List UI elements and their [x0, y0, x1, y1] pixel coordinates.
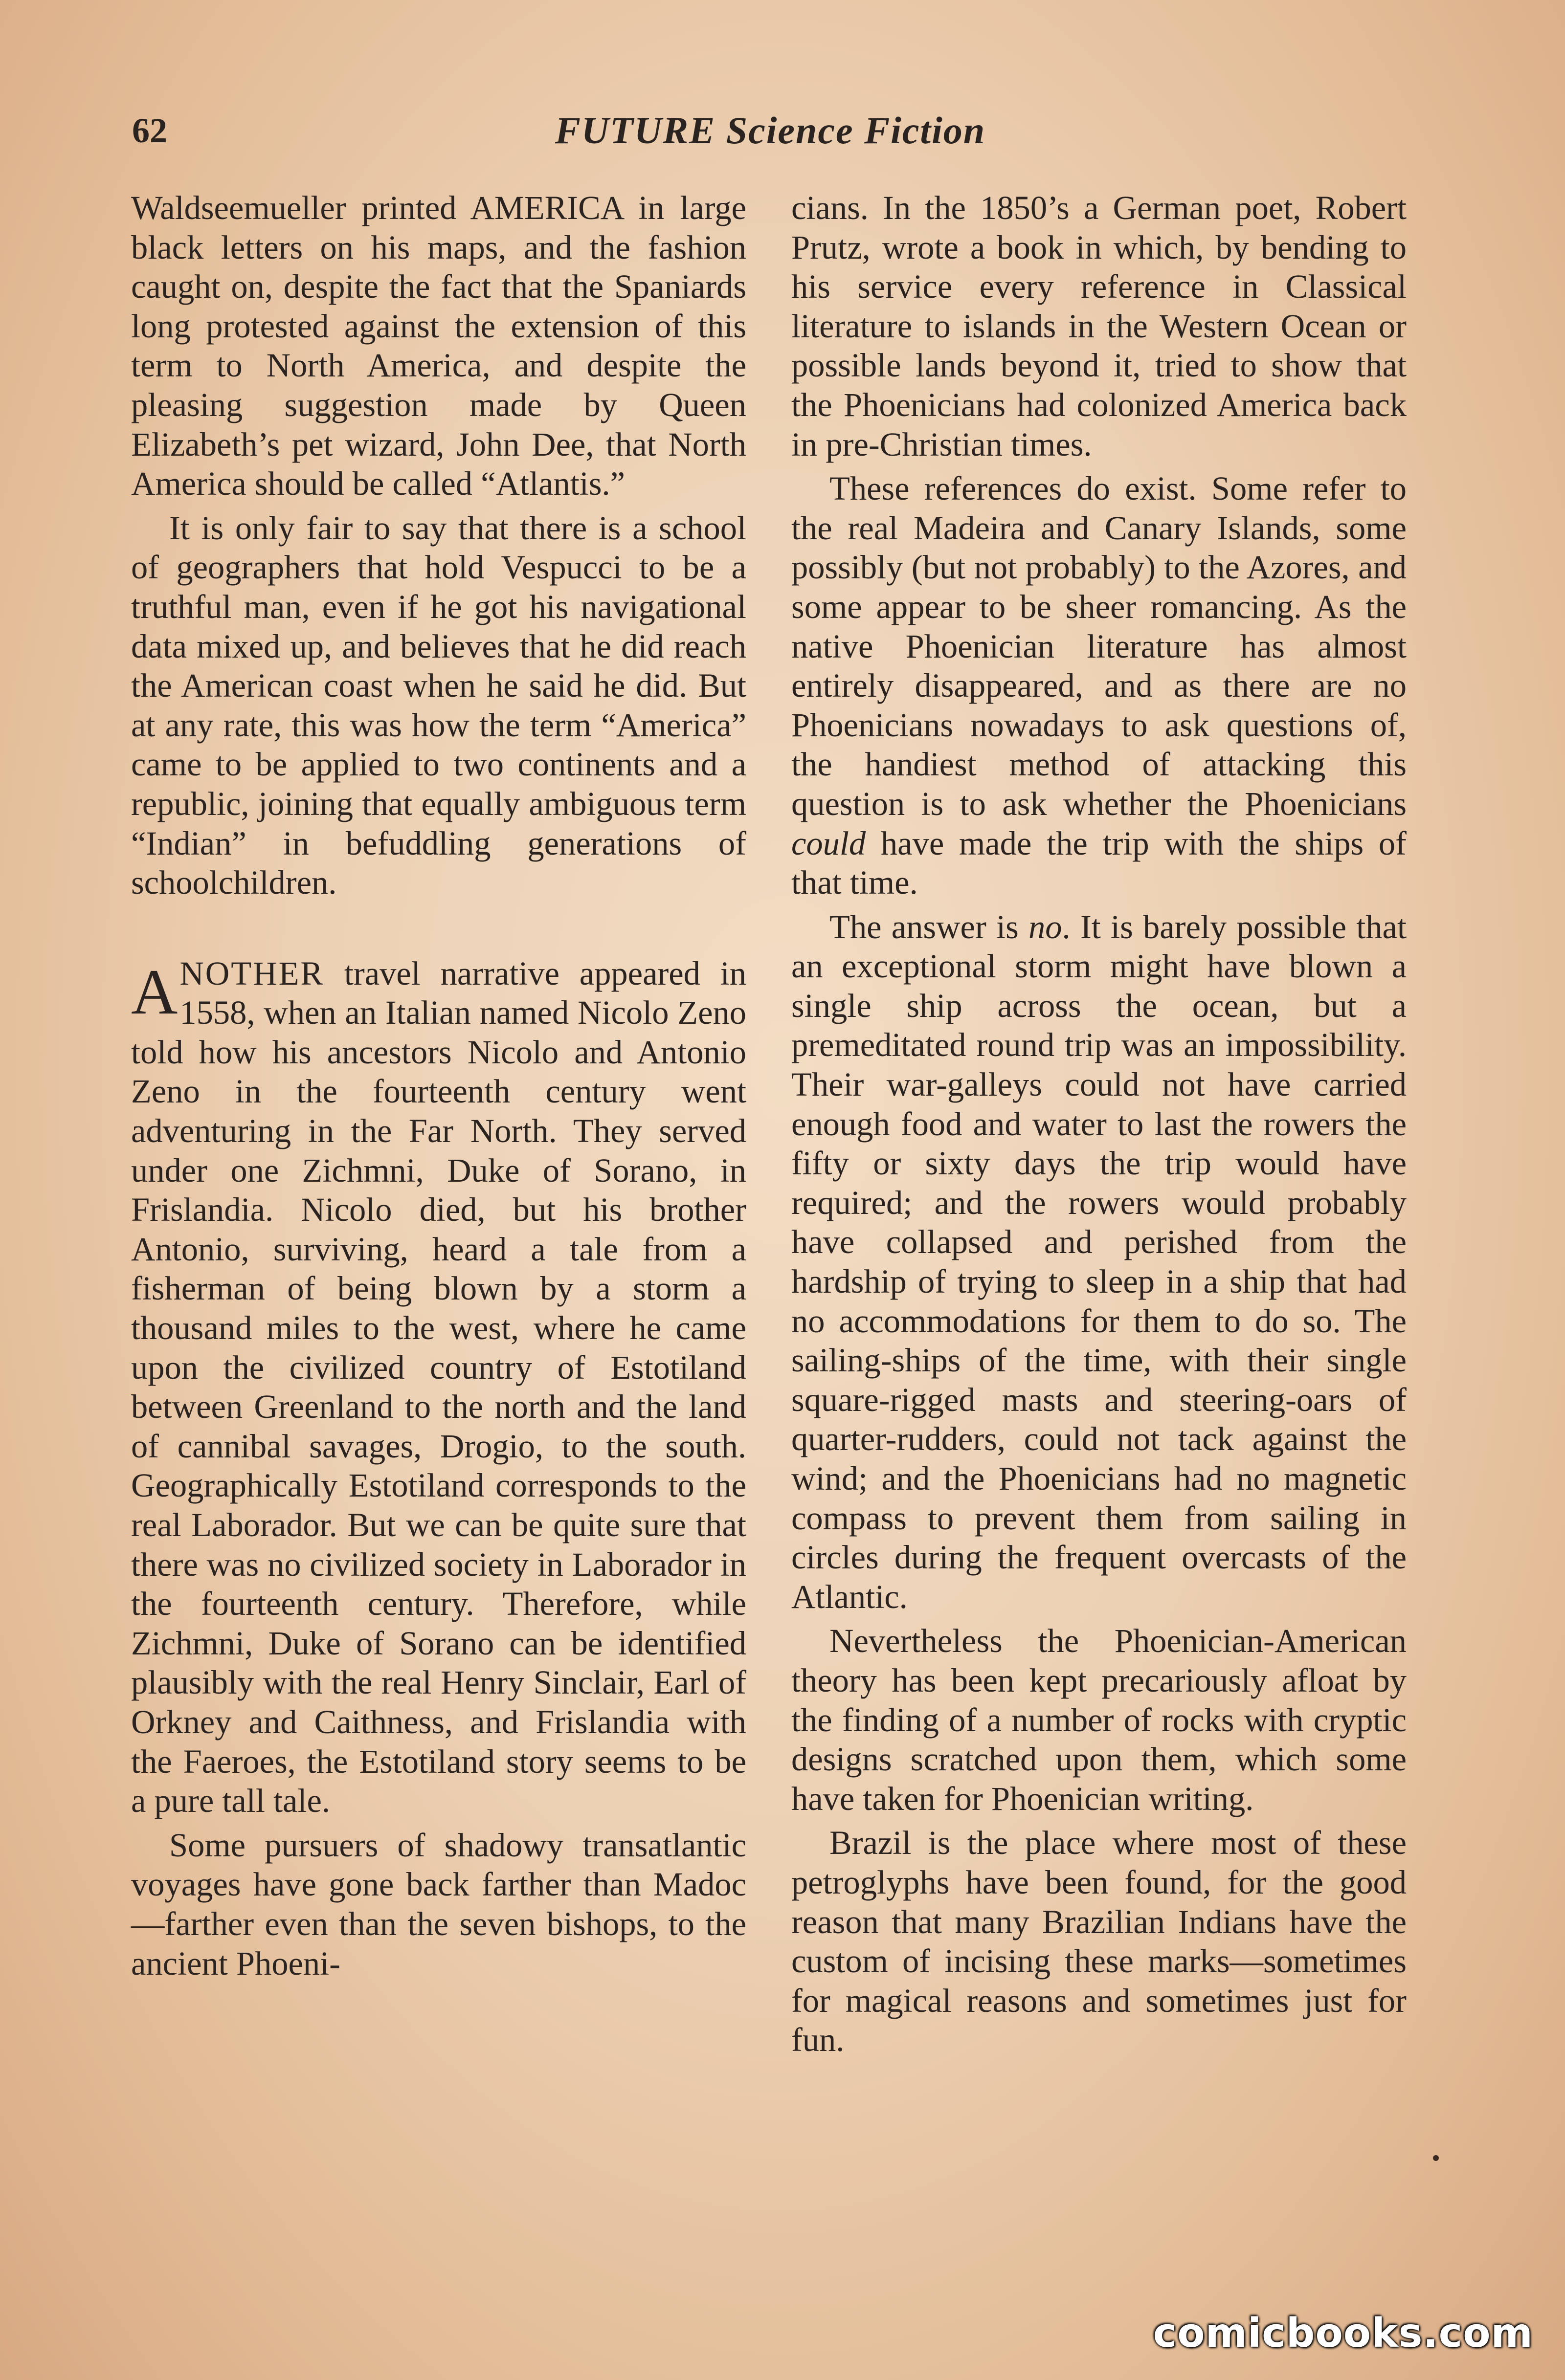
paragraph-text: The answer is	[829, 908, 1029, 946]
paragraph-text: have made the trip with the ships of that time.	[791, 824, 1407, 902]
emphasis: no	[1028, 908, 1062, 946]
paragraph	[791, 469, 1407, 903]
left-column	[131, 188, 746, 1983]
paragraph	[791, 907, 1407, 1617]
paragraph-text: These references do exist. Some refer to the real Madeira and Canary Islands, some possibly (but not probably) to the Azores, and some appear to be sheer romancing. As the native Phoenician literature has almost entirely disappeared, and as there are no Phoenicians nowadays to ask questions of, the handiest method of attacking this question is to ask whether the Phoenicians	[791, 470, 1407, 822]
right-column	[791, 188, 1407, 2060]
paragraph: cians. In the 1850’s a German poet, Robert Prutz, wrote a book in which, by bending to his service every reference in Classical literature to islands in the Western Ocean or possible lands beyond it, tried to show that the Phoenicians had colonized America back in pre-Christian times.	[791, 189, 1407, 463]
running-head: FUTURE Science Fiction	[555, 109, 986, 152]
print-speck	[1433, 2155, 1439, 2161]
paragraph: Nevertheless the Phoenician-American theory has been kept precariously afloat by the finding of a number of rocks with cryptic designs scratched upon them, which some have taken for Phoenician writing.	[791, 1622, 1407, 1817]
paragraph: Some pursuers of shadowy transatlantic voyages have gone back farther than Madoc—farther even than the seven bishops, to the ancient Phoeni-	[131, 1826, 746, 1982]
section-opening-paragraph	[131, 954, 746, 1821]
page-number: 62	[132, 111, 167, 150]
small-caps-lead: NOTHER	[179, 954, 325, 992]
drop-cap: A	[131, 955, 178, 1028]
emphasis: could	[791, 824, 866, 862]
paragraph-text: . It is barely possible that an exceptional storm might have blown a single ship across the ocean, but a premeditated round trip was an impossibility. Their war-galleys could not have carried enough food and water to last the rowers the fifty or sixty days the trip would have required; and the rowers would probably have collapsed and perished from the hardship of trying to sleep in a ship that had no accommodations for them to do so. The sailing-ships of the time, with their single square-rigged masts and steering-oars of quarter-rudders, could not tack against the wind; and the Phoenicians had no magnetic compass to prevent them from sailing in circles during the frequent overcasts of the Atlantic.	[791, 908, 1407, 1615]
paragraph: Brazil is the place where most of these petroglyphs have been found, for the good reason that many Brazilian Indians have the custom of incising these marks—sometimes for magical reasons and sometimes just for fun.	[791, 1824, 1407, 2059]
paragraph: It is only fair to say that there is a school of geographers that hold Vespucci to be a truthful man, even if he got his navigational data mixed up, and believes that he did reach the American coast when he said he did. But at any rate, this was how the term “America” came to be applied to two continents and a republic, joining that equally ambiguous term “Indian” in befuddling generations of schoolchildren.	[131, 509, 746, 902]
paragraph-text: travel narrative appeared in 1558, when an Italian named Nicolo Zeno told how his ancestors Nicolo and Antonio Zeno in the fourteenth century went adventuring in the Far North. They served under one Zichmni, Duke of Sorano, in Frislandia. Nicolo died, but his brother Antonio, surviving, heard a tale from a fisherman of being blown by a storm a thousand miles to the west, where he came upon the civilized country of Estotiland between Greenland to the north and the land of cannibal savages, Drogio, to the south. Geographically Estotiland corresponds to the real Laborador. But we can be quite sure that there was no civilized society in Laborador in the fourteenth century. Therefore, while Zichmni, Duke of Sorano can be identified plausibly with the real Henry Sinclair, Earl of Orkney and Caithness, and Frislandia with the Faeroes, the Estotiland story seems to be a pure tall tale.	[131, 954, 746, 1820]
page-header	[132, 104, 1408, 157]
watermark: comicbooks.com	[1153, 2310, 1533, 2357]
paragraph: Waldseemueller printed AMERICA in large black letters on his maps, and the fashion caught on, despite the fact that the Spaniards long protested against the extension of this term to North America, and despite the pleasing suggestion made by Queen Elizabeth’s pet wizard, John Dee, that North America should be called “Atlantis.”	[131, 189, 746, 503]
